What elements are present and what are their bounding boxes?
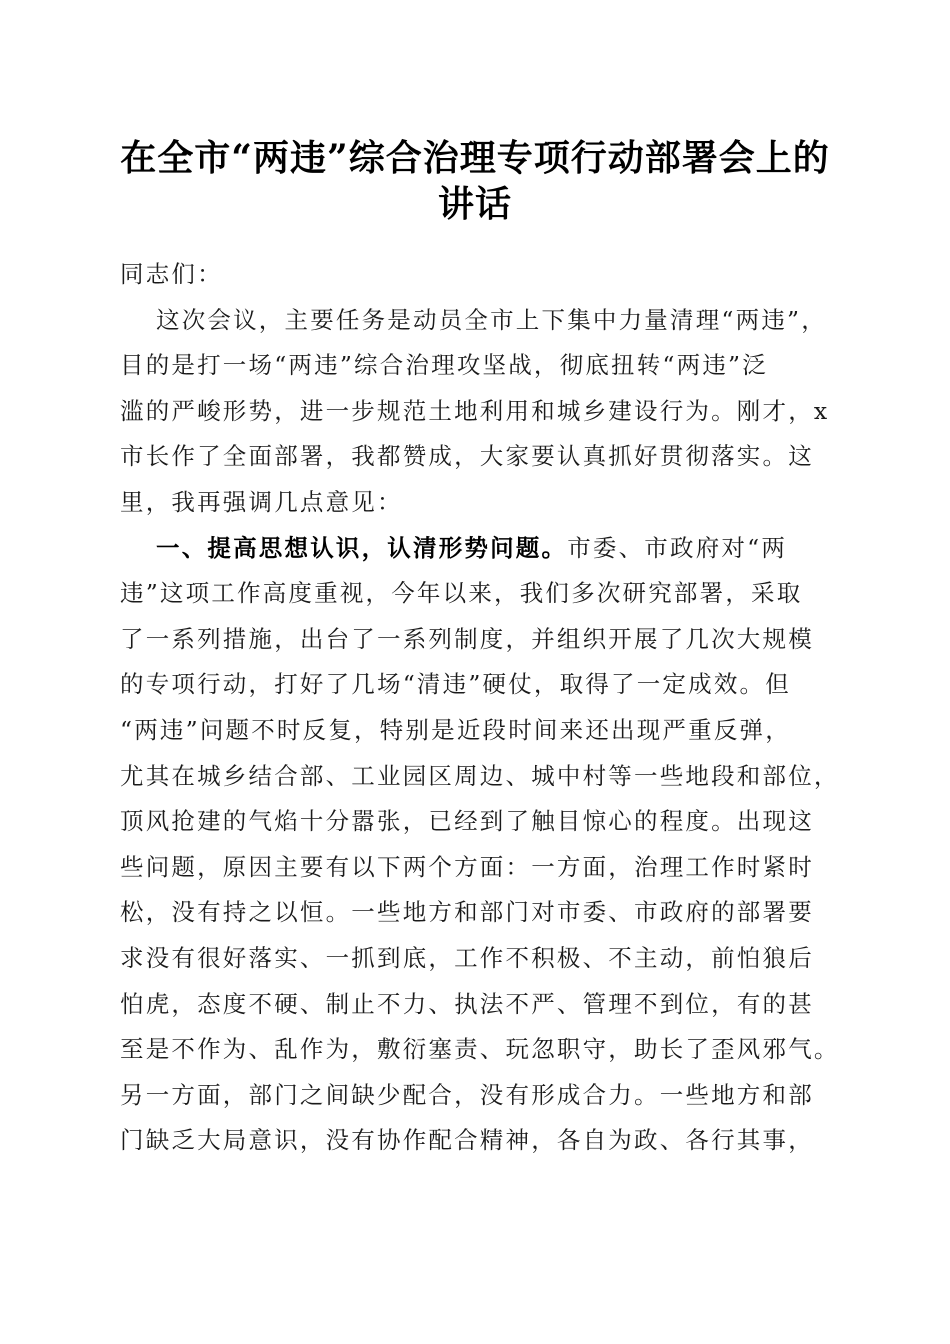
paragraph-line: 另一方面，部门之间缺少配合，没有形成合力。一些地方和部	[120, 1080, 814, 1109]
paragraph-line: 顶风抢建的气焰十分嚣张，已经到了触目惊心的程度。出现这	[120, 807, 814, 836]
paragraph-line: 些问题，原因主要有以下两个方面：一方面，治理工作时紧时	[120, 852, 814, 881]
paragraph-line: 门缺乏大局意识，没有协作配合精神，各自为政、各行其事，	[120, 1126, 814, 1155]
paragraph-line: 里，我再强调几点意见：	[120, 487, 403, 516]
paragraph-line: 的专项行动，打好了几场“清违”硬仗，取得了一定成效。但	[120, 670, 791, 699]
paragraph-line: “两违”问题不时反复，特别是近段时间来还出现严重反弹，	[120, 715, 791, 744]
paragraph-line: 尤其在城乡结合部、工业园区周边、城中村等一些地段和部位，	[120, 761, 840, 790]
paragraph-line: 滥的严峻形势，进一步规范土地利用和城乡建设行为。刚才，x	[120, 396, 830, 425]
title-line-2: 讲话	[437, 183, 512, 225]
document-body	[120, 252, 840, 1164]
paragraph-line: 松，没有持之以恒。一些地方和部门对市委、市政府的部署要	[120, 898, 814, 927]
paragraph-line: 至是不作为、乱作为，敷衍塞责、玩忽职守，助长了歪风邪气。	[120, 1035, 840, 1064]
paragraph-line: 目的是打一场“两违”综合治理攻坚战，彻底扭转“两违”泛	[120, 351, 768, 380]
title-line-1: 在全市“两违”综合治理专项行动部署会上的	[120, 137, 830, 179]
paragraph-line: 违”这项工作高度重视，今年以来，我们多次研究部署，采取	[120, 579, 803, 608]
section-heading: 一、提高思想认识，认清形势问题。	[156, 533, 568, 562]
section-heading-rest: 市委、市政府对“两	[567, 533, 788, 562]
paragraph-line: 这次会议，主要任务是动员全市上下集中力量清理“两违”，	[156, 305, 827, 334]
section-heading-line	[120, 526, 840, 572]
paragraph-line: 了一系列措施，出台了一系列制度，并组织开展了几次大规模	[120, 624, 814, 653]
document-title	[100, 135, 850, 227]
salutation: 同志们：	[120, 260, 223, 288]
paragraph-line: 市长作了全面部署，我都赞成，大家要认真抓好贯彻落实。这	[120, 442, 814, 471]
paragraph-line: 怕虎，态度不硬、制止不力、执法不严、管理不到位，有的甚	[120, 989, 814, 1018]
paragraph-line: 求没有很好落实、一抓到底，工作不积极、不主动，前怕狼后	[120, 943, 814, 972]
